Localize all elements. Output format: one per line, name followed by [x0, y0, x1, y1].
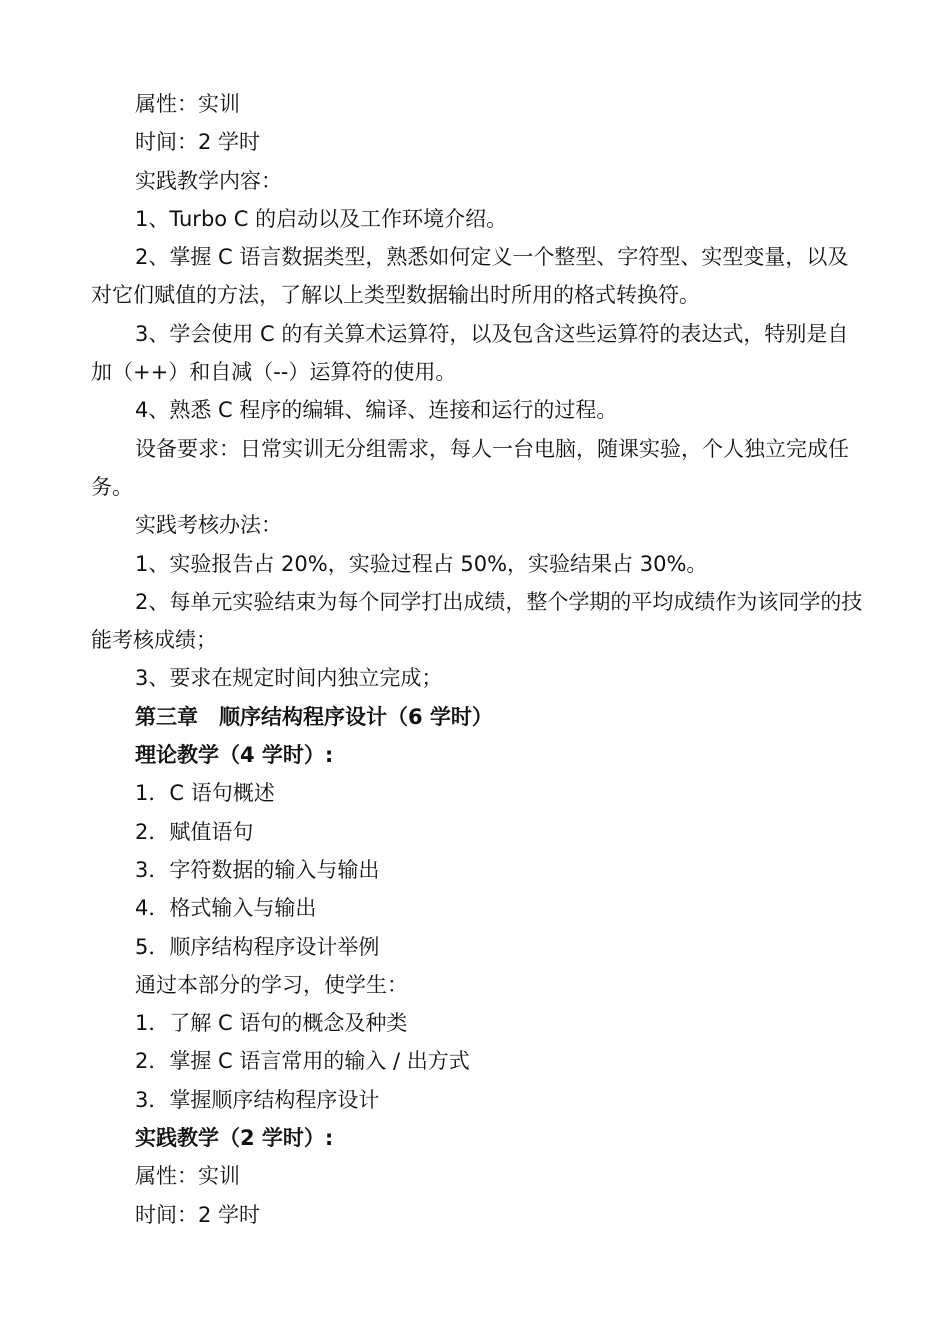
paragraph-equipment-requirements: 设备要求：日常实训无分组需求，每人一台电脑，随课实验，个人独立完成任务。: [91, 436, 849, 499]
paragraph-practice-item-4: 4、熟悉 C 程序的编辑、编译、连接和运行的过程。: [135, 398, 618, 423]
paragraph-practice-item-1: 1、Turbo C 的启动以及工作环境介绍。: [135, 206, 508, 231]
theory-item-5: 5．顺序结构程序设计举例: [135, 934, 380, 959]
paragraph-attribute: 属性：实训: [135, 92, 240, 116]
theory-item-4: 4．格式输入与输出: [135, 896, 317, 921]
paragraph-time-2: 时间：2 学时: [135, 1202, 261, 1227]
paragraph-practice-content-heading: 实践教学内容：: [135, 168, 282, 193]
paragraph-assessment-item-2: 2、每单元实验结束为每个同学打出成绩，整个学期的平均成绩作为该同学的技能考核成绩；: [91, 589, 863, 653]
paragraph-practice-item-3: 3、学会使用 C 的有关算术运算符，以及包含这些运算符的表达式，特别是自加（++）和自减（--）运算符的使用。: [91, 321, 849, 385]
theory-item-2: 2．赋值语句: [135, 819, 254, 844]
paragraph-assessment-heading: 实践考核办法：: [135, 513, 282, 538]
theory-item-3: 3．字符数据的输入与输出: [135, 857, 380, 882]
document-page: [91, 85, 863, 1234]
learning-goal-2: 2．掌握 C 语言常用的输入 / 出方式: [135, 1049, 470, 1074]
learning-goals-intro: 通过本部分的学习，使学生：: [135, 972, 408, 997]
paragraph-assessment-item-1: 1、实验报告占 20%，实验过程占 50%，实验结果占 30%。: [135, 551, 708, 576]
paragraph-attribute-2: 属性：实训: [135, 1164, 240, 1189]
chapter-heading: 第三章 顺序结构程序设计（6 学时）: [135, 704, 493, 729]
paragraph-time: 时间：2 学时: [135, 130, 261, 155]
theory-teaching-heading: 理论教学（4 学时）:: [135, 743, 334, 768]
learning-goal-3: 3．掌握顺序结构程序设计: [135, 1087, 380, 1112]
paragraph-practice-item-2: 2、掌握 C 语言数据类型，熟悉如何定义一个整型、字符型、实型变量，以及对它们赋值的方法，了解以上类型数据输出时所用的格式转换符。: [91, 245, 849, 308]
practice-teaching-heading: 实践教学（2 学时）:: [135, 1126, 334, 1151]
paragraph-assessment-item-3: 3、要求在规定时间内独立完成；: [135, 666, 443, 691]
theory-item-1: 1．C 语句概述: [135, 781, 275, 806]
learning-goal-1: 1．了解 C 语句的概念及种类: [135, 1011, 408, 1036]
